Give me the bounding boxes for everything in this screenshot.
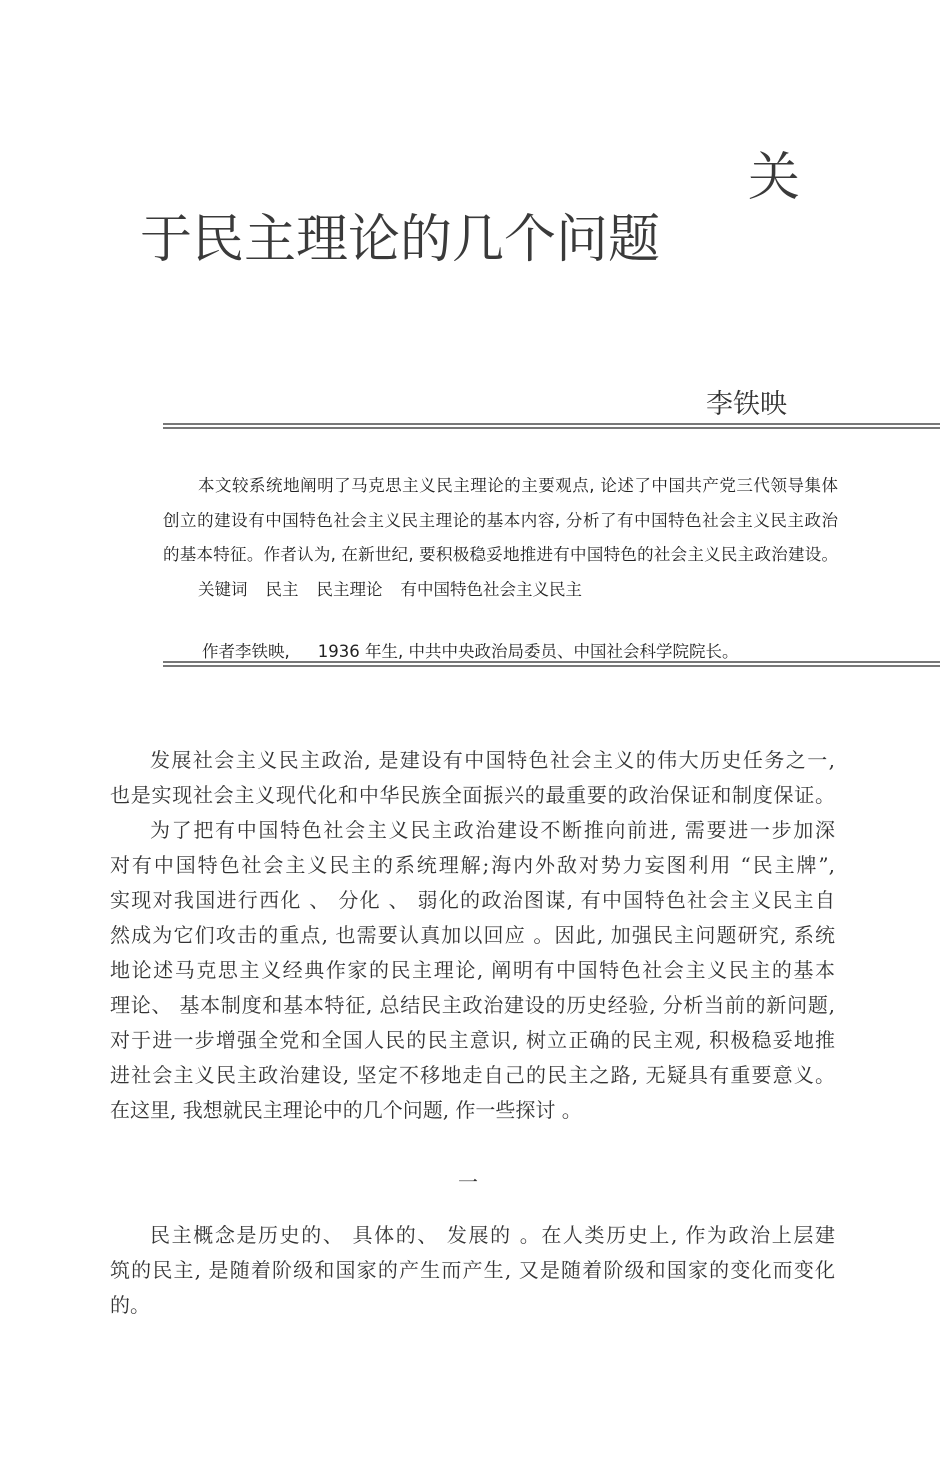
body-line: 为了把有中国特色社会主义民主政治建设不断推向前进, 需要进一步加深 — [150, 818, 835, 842]
abstract-line: 本文较系统地阐明了马克思主义民主理论的主要观点, 论述了中国共产党三代领导集体 — [198, 476, 838, 495]
abstract-line: 创立的建设有中国特色社会主义民主理论的基本内容, 分析了有中国特色社会主义民主政治 — [163, 511, 838, 530]
keyword: 民主 — [265, 580, 299, 599]
body-line: 在这里, 我想就民主理论中的几个问题, 作一些探讨 。 — [110, 1098, 582, 1122]
page-title: 于民主理论的几个问题 — [140, 210, 661, 270]
body-line: 民主概念是历史的、 具体的、 发展的 。在人类历史上, 作为政治上层建 — [150, 1223, 835, 1247]
keywords-label: 关键词 — [198, 580, 248, 599]
double-rule-bottom — [163, 661, 940, 667]
body-line: 筑的民主, 是随着阶级和国家的产生而产生, 又是随着阶级和国家的变化而变化 — [110, 1258, 835, 1282]
double-rule-top — [163, 423, 940, 429]
author-note-name: 作者李铁映, — [202, 642, 290, 661]
body-line: 对于进一步增强全党和全国人民的民主意识, 树立正确的民主观, 积极稳妥地推 — [110, 1028, 835, 1052]
body-line: 对有中国特色社会主义民主的系统理解;海内外敌对势力妄图利用 “民主牌”, — [110, 853, 835, 877]
body-line: 发展社会主义民主政治, 是建设有中国特色社会主义的伟大历史任务之一, — [150, 748, 835, 772]
title-first-char: 关 — [748, 148, 801, 208]
keywords — [198, 579, 873, 601]
body-line: 也是实现社会主义现代化和中华民族全面振兴的最重要的政治保证和制度保证。 — [110, 783, 835, 807]
body-line: 理论、 基本制度和基本特征, 总结民主政治建设的历史经验, 分析当前的新问题, — [110, 993, 835, 1017]
author-note — [202, 641, 877, 663]
author-note-text: 1936 年生, 中共中央政治局委员、中国社会科学院院长。 — [317, 642, 739, 661]
body-line: 的。 — [110, 1293, 150, 1317]
body-line: 然成为它们攻击的重点, 也需要认真加以回应 。因此, 加强民主问题研究, 系统 — [110, 923, 835, 947]
keyword: 有中国特色社会主义民主 — [400, 580, 582, 599]
keyword: 民主理论 — [316, 580, 383, 599]
body-line: 地论述马克思主义经典作家的民主理论, 阐明有中国特色社会主义民主的基本 — [110, 958, 835, 982]
author-name: 李铁映 — [706, 389, 787, 420]
section-heading: 一 — [458, 1170, 478, 1194]
body-line: 实现对我国进行西化 、 分化 、 弱化的政治图谋, 有中国特色社会主义民主自 — [110, 888, 835, 912]
abstract-line: 的基本特征。作者认为, 在新世纪, 要积极稳妥地推进有中国特色的社会主义民主政治建设。 — [163, 545, 838, 564]
body-line: 进社会主义民主政治建设, 坚定不移地走自己的民主之路, 无疑具有重要意义。 — [110, 1063, 835, 1087]
